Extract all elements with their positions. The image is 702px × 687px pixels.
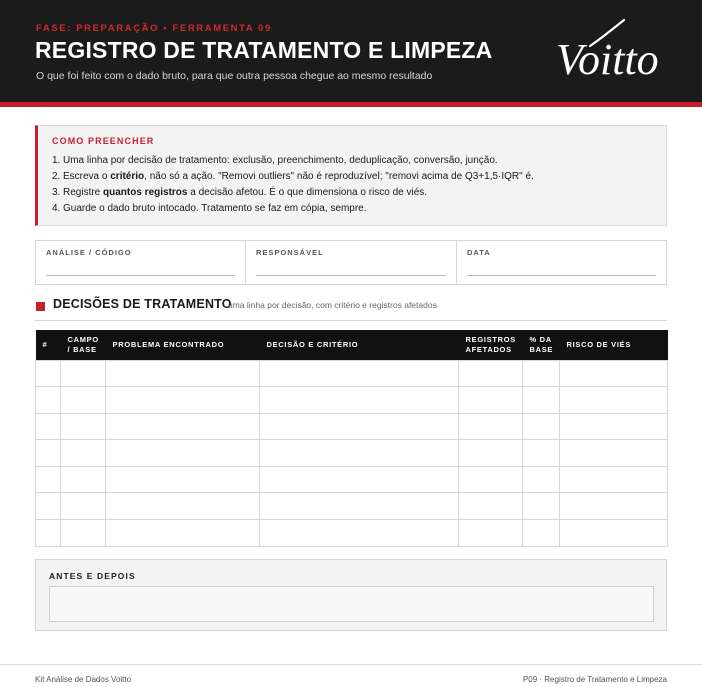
col-header-records	[459, 330, 523, 360]
table-cell[interactable]	[260, 493, 459, 520]
table-cell[interactable]	[61, 493, 106, 520]
analysis-code-field[interactable]	[36, 241, 246, 284]
col-header-field-line1: CAMPO	[67, 334, 99, 344]
table-cell[interactable]	[523, 413, 560, 440]
col-header-decision: DECISÃO E CRITÉRIO	[260, 330, 459, 360]
table-cell[interactable]	[61, 413, 106, 440]
table-cell[interactable]	[560, 360, 668, 387]
instruction-number: 3.	[52, 187, 61, 198]
instruction-item	[52, 153, 534, 169]
table-cell[interactable]	[106, 466, 260, 493]
table-cell[interactable]	[106, 520, 260, 547]
col-header-field-line2: / BASE	[67, 344, 97, 354]
instructions-title: COMO PREENCHER	[52, 136, 155, 146]
table-cell[interactable]	[523, 466, 560, 493]
instructions-panel	[35, 125, 667, 226]
table-cell[interactable]	[459, 493, 523, 520]
table-cell[interactable]	[61, 466, 106, 493]
table-cell[interactable]	[61, 520, 106, 547]
col-header-pct-line1: % DA	[529, 334, 552, 344]
footer-kit-name: Kit Análise de Dados Voitto	[35, 675, 132, 684]
table-cell[interactable]	[523, 360, 560, 387]
table-cell[interactable]	[459, 440, 523, 467]
table-cell[interactable]	[36, 440, 61, 467]
instruction-number: 2.	[52, 171, 61, 182]
table-cell[interactable]	[459, 387, 523, 414]
instruction-number: 1.	[52, 155, 61, 166]
table-cell[interactable]	[260, 387, 459, 414]
table-cell[interactable]	[36, 413, 61, 440]
instruction-item	[52, 169, 534, 185]
instruction-emphasis: quantos registros	[103, 187, 188, 198]
table-cell[interactable]	[560, 387, 668, 414]
col-header-problem: PROBLEMA ENCONTRADO	[106, 330, 260, 360]
table-row	[36, 466, 668, 493]
instructions-list	[52, 153, 534, 217]
table-cell[interactable]	[459, 413, 523, 440]
instruction-number: 4.	[52, 203, 61, 214]
table-header-row	[36, 330, 668, 360]
header-accent-stripe	[0, 102, 702, 107]
table-row	[36, 520, 668, 547]
table-cell[interactable]	[36, 360, 61, 387]
instruction-text: Guarde o dado bruto intocado. Tratamento se faz em cópia, sempre.	[63, 203, 367, 214]
col-header-pct	[523, 330, 560, 360]
table-cell[interactable]	[560, 413, 668, 440]
table-cell[interactable]	[260, 466, 459, 493]
page-subtitle: O que foi feito com o dado bruto, para que outra pessoa chegue ao mesmo resultado	[36, 70, 433, 82]
table-cell[interactable]	[560, 440, 668, 467]
table-cell[interactable]	[106, 360, 260, 387]
section-marker	[36, 302, 45, 311]
instruction-text: Registre	[63, 187, 104, 198]
col-header-records-line2: AFETADOS	[465, 344, 512, 354]
table-cell[interactable]	[459, 520, 523, 547]
col-header-pct-line2: BASE	[529, 344, 554, 354]
section-note: uma linha por decisão, com critério e registros afetados	[228, 300, 437, 310]
owner-label: RESPONSÁVEL	[256, 248, 324, 257]
before-after-panel	[35, 559, 667, 631]
page-title: REGISTRO DE TRATAMENTO E LIMPEZA	[35, 37, 493, 63]
date-label: DATA	[467, 248, 491, 257]
owner-field[interactable]	[246, 241, 457, 284]
table-row	[36, 493, 668, 520]
table-row	[36, 440, 668, 467]
analysis-code-label: ANÁLISE / CÓDIGO	[46, 248, 132, 257]
table-cell[interactable]	[260, 520, 459, 547]
table-cell[interactable]	[560, 493, 668, 520]
instruction-text: Escreva o	[63, 171, 111, 182]
before-after-label: ANTES E DEPOIS	[49, 571, 136, 581]
owner-line	[256, 275, 446, 276]
table-row	[36, 387, 668, 414]
before-after-field[interactable]	[49, 586, 654, 622]
date-line	[467, 275, 656, 276]
table-cell[interactable]	[106, 493, 260, 520]
table-row	[36, 413, 668, 440]
table-cell[interactable]	[523, 493, 560, 520]
table-cell[interactable]	[36, 466, 61, 493]
table-row	[36, 360, 668, 387]
footer-page-id: P09 · Registro de Tratamento e Limpeza	[522, 675, 667, 684]
section-divider	[35, 320, 667, 321]
col-header-field	[61, 330, 106, 360]
table-cell[interactable]	[560, 520, 668, 547]
logo-text: Voitto	[556, 35, 659, 84]
phase-kicker: FASE: PREPARAÇÃO • FERRAMENTA 09	[36, 23, 272, 34]
instruction-emphasis: critério	[110, 171, 145, 182]
table-cell[interactable]	[459, 360, 523, 387]
table-cell[interactable]	[36, 493, 61, 520]
instruction-text: a decisão afetou. É o que dimensiona o risco de viés.	[187, 187, 428, 198]
instruction-text: , não só a ação. "Removi outliers" não é reproduzível; "removi acima de Q3+1,5·IQR" é.	[144, 171, 534, 182]
table-cell[interactable]	[61, 360, 106, 387]
footer-divider	[0, 664, 702, 665]
section-title: DECISÕES DE TRATAMENTO	[53, 297, 232, 311]
table-cell[interactable]	[106, 387, 260, 414]
table-cell[interactable]	[260, 413, 459, 440]
analysis-code-line	[46, 275, 235, 276]
date-field[interactable]	[457, 241, 666, 284]
instruction-text: Uma linha por decisão de tratamento: exclusão, preenchimento, deduplicação, conversão, junção.	[63, 155, 498, 166]
table-cell[interactable]	[523, 440, 560, 467]
col-header-records-line1: REGISTROS	[465, 334, 516, 344]
table-cell[interactable]	[560, 466, 668, 493]
table-cell[interactable]	[36, 387, 61, 414]
instruction-item	[52, 185, 534, 201]
col-header-bias: RISCO DE VIÉS	[560, 330, 668, 360]
table-cell[interactable]	[260, 440, 459, 467]
page-header	[0, 0, 702, 102]
table-cell[interactable]	[106, 440, 260, 467]
table-cell[interactable]	[106, 413, 260, 440]
table-cell[interactable]	[459, 466, 523, 493]
decisions-table	[35, 330, 668, 547]
table-cell[interactable]	[523, 520, 560, 547]
table-cell[interactable]	[523, 387, 560, 414]
metadata-fields	[35, 240, 667, 285]
table-cell[interactable]	[260, 360, 459, 387]
table-cell[interactable]	[36, 520, 61, 547]
table-cell[interactable]	[61, 387, 106, 414]
table-cell[interactable]	[61, 440, 106, 467]
col-header-number: #	[36, 330, 61, 360]
voitto-logo	[550, 18, 672, 84]
instruction-item	[52, 201, 534, 217]
